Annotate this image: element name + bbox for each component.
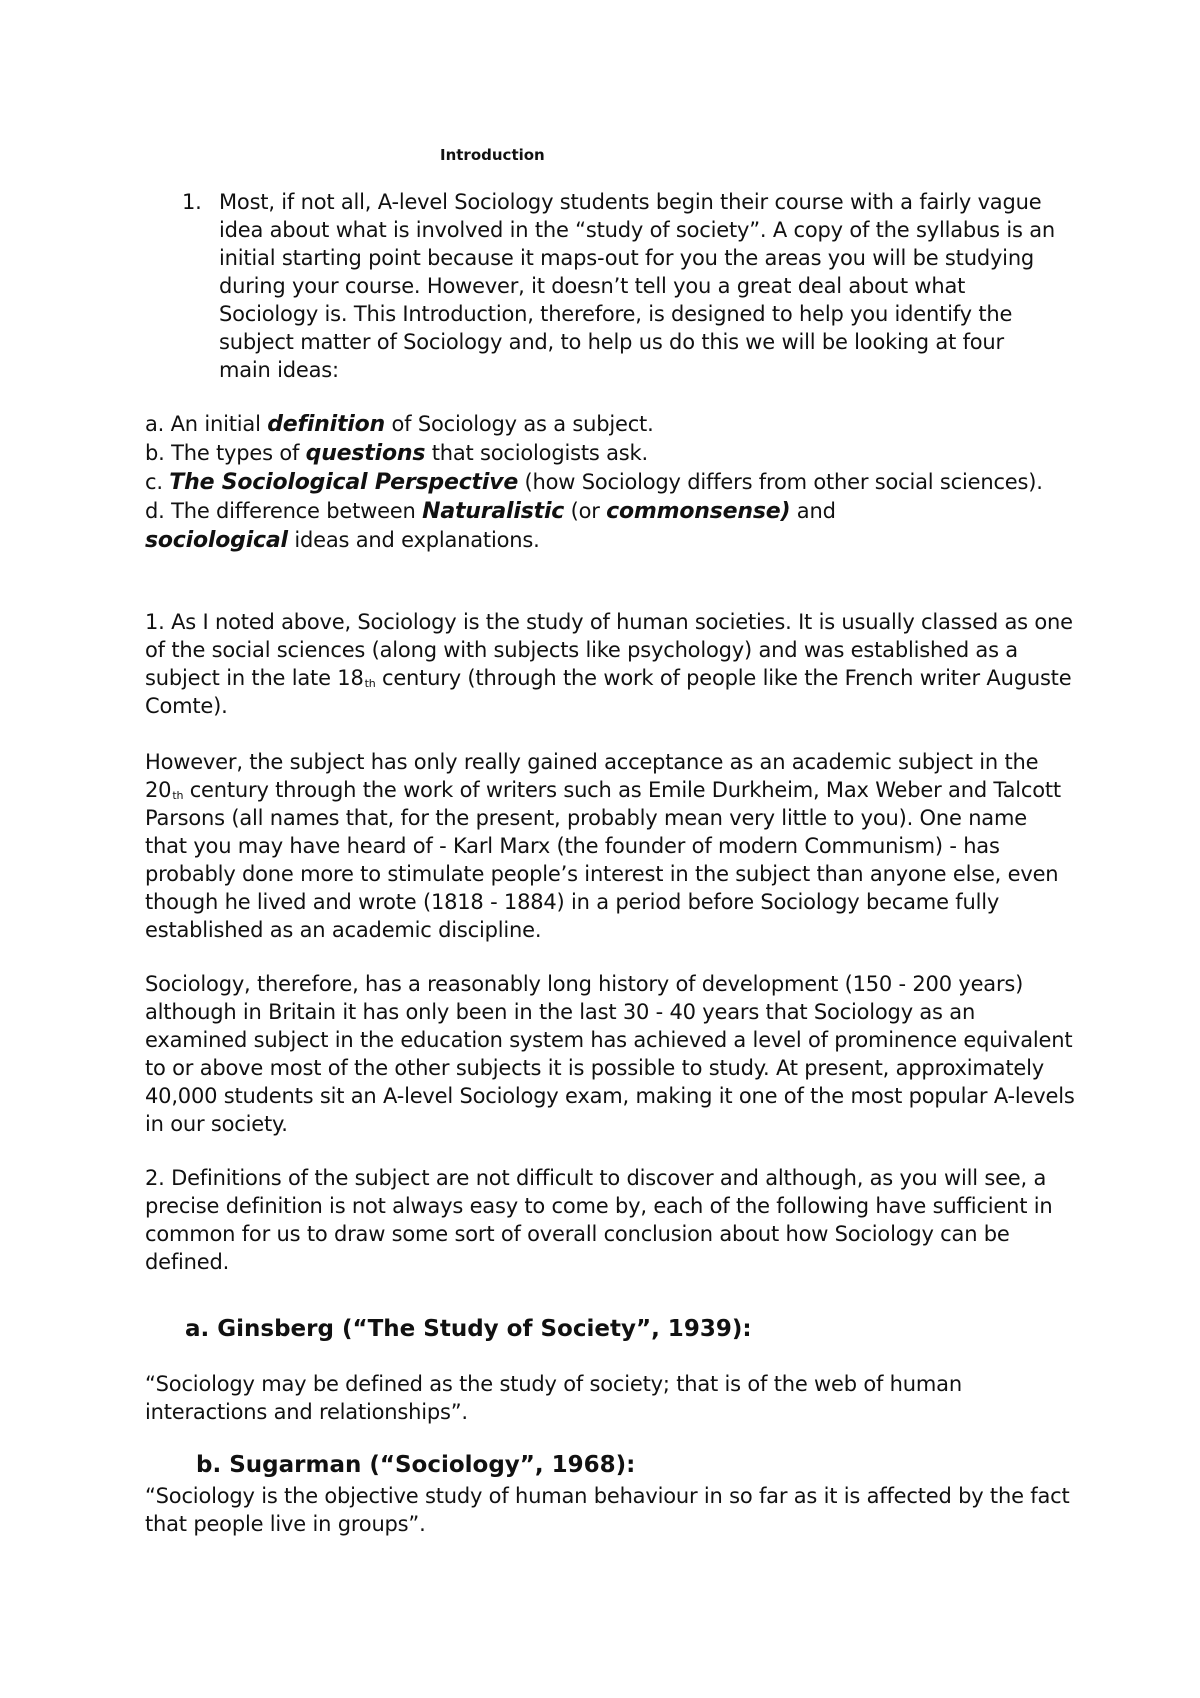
idea-b-keyword: questions	[305, 441, 426, 466]
idea-a-keyword: definition	[267, 412, 386, 437]
para1-post: century (through the work of people like the French writer Auguste Comte).	[145, 666, 1072, 718]
paragraph-definitions: 2. Definitions of the subject are not difficult to discover and although, as you will see, a precise definition is not always easy to come by, each of the following have sufficient in common for us to draw some sort of overall conclusion about how Sociology can be defined.	[145, 1166, 1053, 1274]
main-ideas	[145, 410, 1075, 555]
idea-d-post: ideas and explanations.	[287, 528, 540, 552]
idea-a-pre: a. An initial	[145, 412, 268, 436]
idea-a	[145, 410, 1075, 439]
para2-ordinal: th	[172, 789, 184, 802]
intro-numbered-list	[182, 188, 1062, 384]
idea-d-pre: d. The difference between	[145, 499, 423, 523]
paragraph-development: Sociology, therefore, has a reasonably long history of development (150 - 200 years) although in Britain it has only been in the last 30 - 40 years that Sociology as an examined subject in the education system has achieved a level of prominence equivalent to or above most of the other subjects it is possible to study. At present, approximately 40,000 students sit an A-level Sociology exam, making it one of the most popular A-levels in our society.	[145, 972, 1075, 1136]
idea-b-post: that sociologists ask.	[425, 441, 648, 465]
para1-ordinal: th	[364, 677, 376, 690]
idea-a-post: of Sociology as a subject.	[385, 412, 654, 436]
idea-d-mid2: and	[790, 499, 836, 523]
list-item-number: 1.	[182, 190, 202, 214]
idea-d-keyword-commonsense: commonsense)	[606, 499, 791, 524]
idea-d-keyword-sociological: sociological	[145, 528, 288, 553]
idea-d	[145, 497, 1075, 555]
list-item-text: Most, if not all, A-level Sociology students begin their course with a fairly vague idea about what is involved in the “study of society”. A copy of the syllabus is an initial starting point because it maps-out for you the areas you will be studying during your course. However, it doesn’t tell you a great deal about what Sociology is. This Introduction, therefore, is designed to help you identify the subject matter of Sociology and, to help us do this we will be looking at four main ideas:	[219, 190, 1055, 382]
definition-a-quote: “Sociology may be defined as the study of society; that is of the web of human interactions and relationships”.	[145, 1372, 962, 1424]
list-item	[182, 188, 1062, 384]
idea-b-pre: b. The types of	[145, 441, 306, 465]
idea-c-keyword: The Sociological Perspective	[169, 470, 519, 495]
definition-b-heading: b. Sugarman (“Sociology”, 1968):	[196, 1452, 636, 1478]
paragraph-acceptance	[145, 748, 1075, 944]
paragraph-history	[145, 608, 1075, 720]
definition-a-heading: a. Ginsberg (“The Study of Society”, 1939):	[185, 1316, 752, 1342]
para2-post: century through the work of writers such as Emile Durkheim, Max Weber and Talcott Parsons (all names that, for the present, probably mean very little to you). One name that you may have heard of - Karl Marx (the founder of modern Communism) - has probably done more to stimulate people’s interest in the subject than anyone else, even though he lived and wrote (1818 - 1884) in a period before Sociology became fully established as an academic discipline.	[145, 778, 1061, 942]
definition-b-quote: “Sociology is the objective study of human behaviour in so far as it is affected by the fact that people live in groups”.	[145, 1484, 1070, 1536]
para1-pre: 1. As I noted above, Sociology is the study of human societies. It is usually classed as one of the social sciences (along with subjects like psychology) and was established as a subject in the late 18	[145, 610, 1073, 690]
idea-d-keyword-naturalistic: Naturalistic	[422, 499, 565, 524]
idea-c-pre: c.	[145, 470, 170, 494]
idea-c-post: (how Sociology differs from other social sciences).	[518, 470, 1043, 494]
idea-b	[145, 439, 1075, 468]
idea-c	[145, 468, 1075, 497]
para2-pre: However, the subject has only really gained acceptance as an academic subject in the 20	[145, 750, 1039, 802]
idea-d-mid: (or	[564, 499, 607, 523]
document-title: Introduction	[440, 146, 545, 164]
